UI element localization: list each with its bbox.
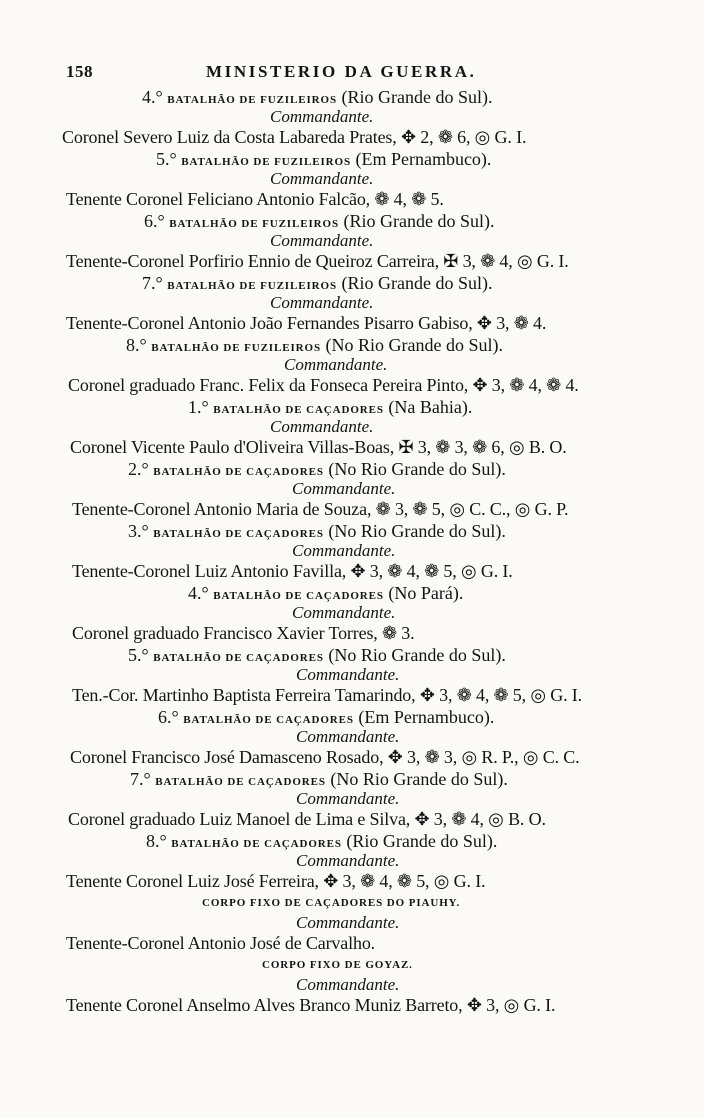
section-1-cacadores: [62, 396, 662, 458]
section-2-cacadores: [62, 458, 662, 520]
unit-number: 1.°: [188, 397, 209, 417]
officer-entry: Tenente-Coronel Antonio João Fernandes Pisarro Gabiso, ✥ 3, ❁ 4.: [66, 313, 547, 333]
role-label: Commandante.: [292, 541, 396, 560]
role-label: Commandante.: [296, 913, 400, 932]
role-label: Commandante.: [296, 975, 400, 994]
unit-name: BATALHÃO DE FUZILEIROS: [151, 342, 321, 354]
unit-heading: [62, 458, 662, 480]
role-label: Commandante.: [296, 665, 400, 684]
role-label: Commandante.: [270, 293, 374, 312]
unit-heading: [62, 768, 662, 790]
unit-heading: [62, 148, 662, 170]
page-number: 158: [66, 62, 93, 81]
unit-location: (Rio Grande do Sul).: [346, 831, 498, 851]
section-6-cacadores: [62, 706, 662, 768]
unit-name: BATALHÃO DE CAÇADORES: [213, 404, 384, 416]
unit-location: (Rio Grande do Sul).: [341, 87, 493, 107]
unit-name: BATALHÃO DE FUZILEIROS: [167, 94, 337, 106]
unit-number: 6.°: [144, 211, 165, 231]
unit-name: BATALHÃO DE CAÇADORES: [153, 652, 324, 664]
role-label: Commandante.: [292, 479, 396, 498]
unit-name: BATALHÃO DE CAÇADORES: [155, 776, 326, 788]
unit-number: 8.°: [126, 335, 147, 355]
running-title: MINISTERIO DA GUERRA.: [206, 62, 477, 81]
unit-name: CORPO FIXO DE GOYAZ.: [262, 959, 413, 971]
unit-number: 6.°: [158, 707, 179, 727]
role-label: Commandante.: [270, 231, 374, 250]
unit-heading: [62, 644, 662, 666]
officer-entry: Tenente-Coronel Antonio Maria de Souza, ❁ 3, ❁ 5, ◎ C. C., ◎ G. P.: [72, 499, 569, 519]
unit-location: (No Rio Grande do Sul).: [325, 335, 503, 355]
unit-location: (No Rio Grande do Sul).: [328, 459, 506, 479]
unit-number: 3.°: [128, 521, 149, 541]
unit-number: 8.°: [146, 831, 167, 851]
unit-location: (Em Pernambuco).: [358, 707, 495, 727]
role-label: Commandante.: [270, 417, 374, 436]
page-header: [66, 58, 506, 86]
unit-heading: [62, 334, 662, 356]
role-label: Commandante.: [296, 727, 400, 746]
unit-name: BATALHÃO DE CAÇADORES: [153, 528, 324, 540]
officer-entry: Tenente-Coronel Antonio José de Carvalho.: [66, 933, 376, 953]
unit-location: (No Rio Grande do Sul).: [330, 769, 508, 789]
unit-number: 5.°: [128, 645, 149, 665]
officer-list: [62, 86, 662, 1016]
unit-heading: [62, 892, 662, 914]
unit-name: BATALHÃO DE FUZILEIROS: [181, 156, 351, 168]
section-8-fuzileiros: [62, 334, 662, 396]
unit-number: 7.°: [130, 769, 151, 789]
unit-heading: [62, 520, 662, 542]
unit-location: (Rio Grande do Sul).: [343, 211, 495, 231]
unit-heading: [62, 396, 662, 418]
unit-heading: [62, 210, 662, 232]
unit-heading: [62, 272, 662, 294]
role-label: Commandante.: [270, 169, 374, 188]
unit-location: (Na Bahia).: [388, 397, 473, 417]
officer-entry: Coronel graduado Franc. Felix da Fonseca Pereira Pinto, ✥ 3, ❁ 4, ❁ 4.: [68, 375, 579, 395]
officer-entry: Tenente Coronel Feliciano Antonio Falcão, ❁ 4, ❁ 5.: [66, 189, 444, 209]
unit-name: BATALHÃO DE CAÇADORES: [183, 714, 354, 726]
section-5-cacadores: [62, 644, 662, 706]
section-5-fuzileiros: [62, 148, 662, 210]
unit-name: CORPO FIXO DE CAÇADORES DO PIAUHY.: [202, 897, 461, 909]
officer-entry: Coronel Francisco José Damasceno Rosado, ✥ 3, ❁ 3, ◎ R. P., ◎ C. C.: [70, 747, 580, 767]
section-3-cacadores: [62, 520, 662, 582]
unit-heading: [62, 830, 662, 852]
section-corpo-fixo-piauhy: [62, 892, 662, 954]
officer-entry: Tenente Coronel Luiz José Ferreira, ✥ 3, ❁ 4, ❁ 5, ◎ G. I.: [66, 871, 486, 891]
role-label: Commandante.: [296, 789, 400, 808]
unit-number: 7.°: [142, 273, 163, 293]
officer-entry: Coronel graduado Luiz Manoel de Lima e Silva, ✥ 3, ❁ 4, ◎ B. O.: [68, 809, 546, 829]
role-label: Commandante.: [284, 355, 388, 374]
unit-location: (No Pará).: [388, 583, 464, 603]
officer-entry: Tenente Coronel Anselmo Alves Branco Muniz Barreto, ✥ 3, ◎ G. I.: [66, 995, 556, 1015]
role-label: Commandante.: [296, 851, 400, 870]
unit-number: 4.°: [142, 87, 163, 107]
section-7-fuzileiros: [62, 272, 662, 334]
unit-heading: [62, 706, 662, 728]
section-4-cacadores: [62, 582, 662, 644]
section-4-fuzileiros: [62, 86, 662, 148]
section-6-fuzileiros: [62, 210, 662, 272]
unit-heading: [62, 86, 662, 108]
unit-name: BATALHÃO DE CAÇADORES: [153, 466, 324, 478]
unit-number: 5.°: [156, 149, 177, 169]
section-corpo-fixo-goyaz: [62, 954, 662, 1016]
unit-number: 2.°: [128, 459, 149, 479]
officer-entry: Ten.-Cor. Martinho Baptista Ferreira Tamarindo, ✥ 3, ❁ 4, ❁ 5, ◎ G. I.: [72, 685, 583, 705]
officer-entry: Tenente-Coronel Porfirio Ennio de Queiroz Carreira, ✠ 3, ❁ 4, ◎ G. I.: [66, 251, 569, 271]
section-8-cacadores: [62, 830, 662, 892]
officer-entry: Coronel Vicente Paulo d'Oliveira Villas-Boas, ✠ 3, ❁ 3, ❁ 6, ◎ B. O.: [70, 437, 567, 457]
unit-heading: [62, 954, 662, 976]
role-label: Commandante.: [292, 603, 396, 622]
officer-entry: Coronel Severo Luiz da Costa Labareda Prates, ✥ 2, ❁ 6, ◎ G. I.: [62, 127, 527, 147]
unit-name: BATALHÃO DE CAÇADORES: [213, 590, 384, 602]
unit-name: BATALHÃO DE CAÇADORES: [171, 838, 342, 850]
officer-entry: Coronel graduado Francisco Xavier Torres, ❁ 3.: [72, 623, 415, 643]
role-label: Commandante.: [270, 107, 374, 126]
section-7-cacadores: [62, 768, 662, 830]
unit-heading: [62, 582, 662, 604]
officer-entry: Tenente-Coronel Luiz Antonio Favilla, ✥ 3, ❁ 4, ❁ 5, ◎ G. I.: [72, 561, 513, 581]
unit-name: BATALHÃO DE FUZILEIROS: [167, 280, 337, 292]
unit-location: (No Rio Grande do Sul).: [328, 645, 506, 665]
unit-location: (No Rio Grande do Sul).: [328, 521, 506, 541]
unit-number: 4.°: [188, 583, 209, 603]
unit-location: (Em Pernambuco).: [355, 149, 492, 169]
unit-name: BATALHÃO DE FUZILEIROS: [169, 218, 339, 230]
unit-location: (Rio Grande do Sul).: [341, 273, 493, 293]
